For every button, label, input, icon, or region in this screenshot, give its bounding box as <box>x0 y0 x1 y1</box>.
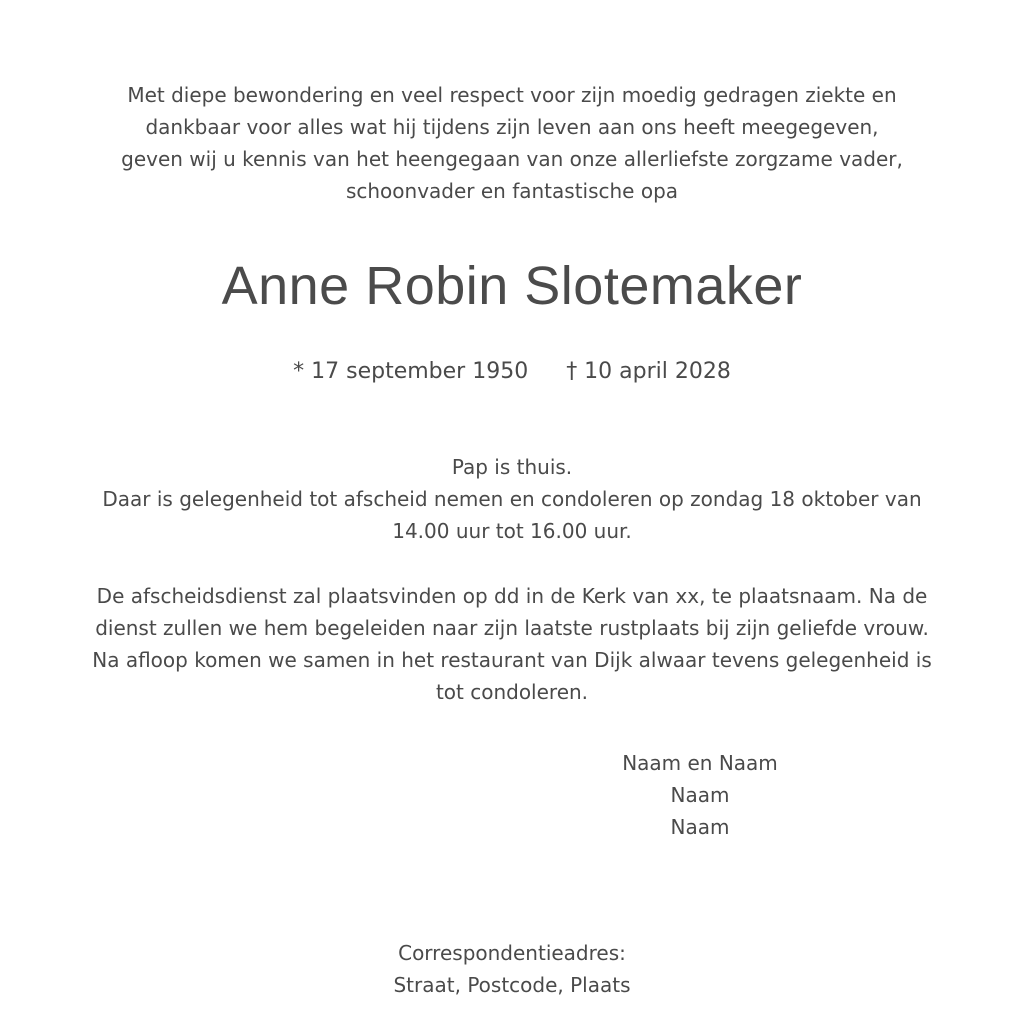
birth-date: * 17 september 1950 <box>293 359 529 384</box>
visitation-line: Pap is thuis. <box>451 455 573 479</box>
intro-line: Met diepe bewondering en veel respect voor zijn moedig gedragen ziekte en <box>127 83 897 107</box>
visitation-paragraph <box>0 451 1024 547</box>
address-label: Correspondentieadres: <box>398 941 626 965</box>
intro-line: geven wij u kennis van het heengegaan van onze allerliefste zorgzame vader, <box>121 147 903 171</box>
death-date: † 10 april 2028 <box>566 359 731 384</box>
signer-name: Naam <box>670 815 730 839</box>
visitation-line: Daar is gelegenheid tot afscheid nemen en condoleren op zondag 18 oktober van <box>102 487 922 511</box>
visitation-line: 14.00 uur tot 16.00 uur. <box>392 519 632 543</box>
service-line: tot condoleren. <box>435 680 589 704</box>
service-line: dienst zullen we hem begeleiden naar zijn laatste rustplaats bij zijn geliefde vrouw. <box>95 616 929 640</box>
service-paragraph <box>0 580 1024 708</box>
service-line: Na afloop komen we samen in het restaurant van Dijk alwaar tevens gelegenheid is <box>92 648 932 672</box>
signer-name: Naam en Naam <box>622 751 778 775</box>
intro-line: schoonvader en fantastische opa <box>345 179 679 203</box>
life-dates <box>0 356 1024 388</box>
correspondence-address <box>0 937 1024 1001</box>
service-line: De afscheidsdienst zal plaatsvinden op dd in de Kerk van xx, te plaatsnaam. Na de <box>96 584 928 608</box>
intro-line: dankbaar voor alles wat hij tijdens zijn leven aan ons heeft meegegeven, <box>145 115 879 139</box>
deceased-name: Anne Robin Slotemaker <box>221 256 803 316</box>
address-value: Straat, Postcode, Plaats <box>393 973 631 997</box>
intro-paragraph <box>0 79 1024 207</box>
signer-name: Naam <box>670 783 730 807</box>
signers-block <box>560 747 840 843</box>
